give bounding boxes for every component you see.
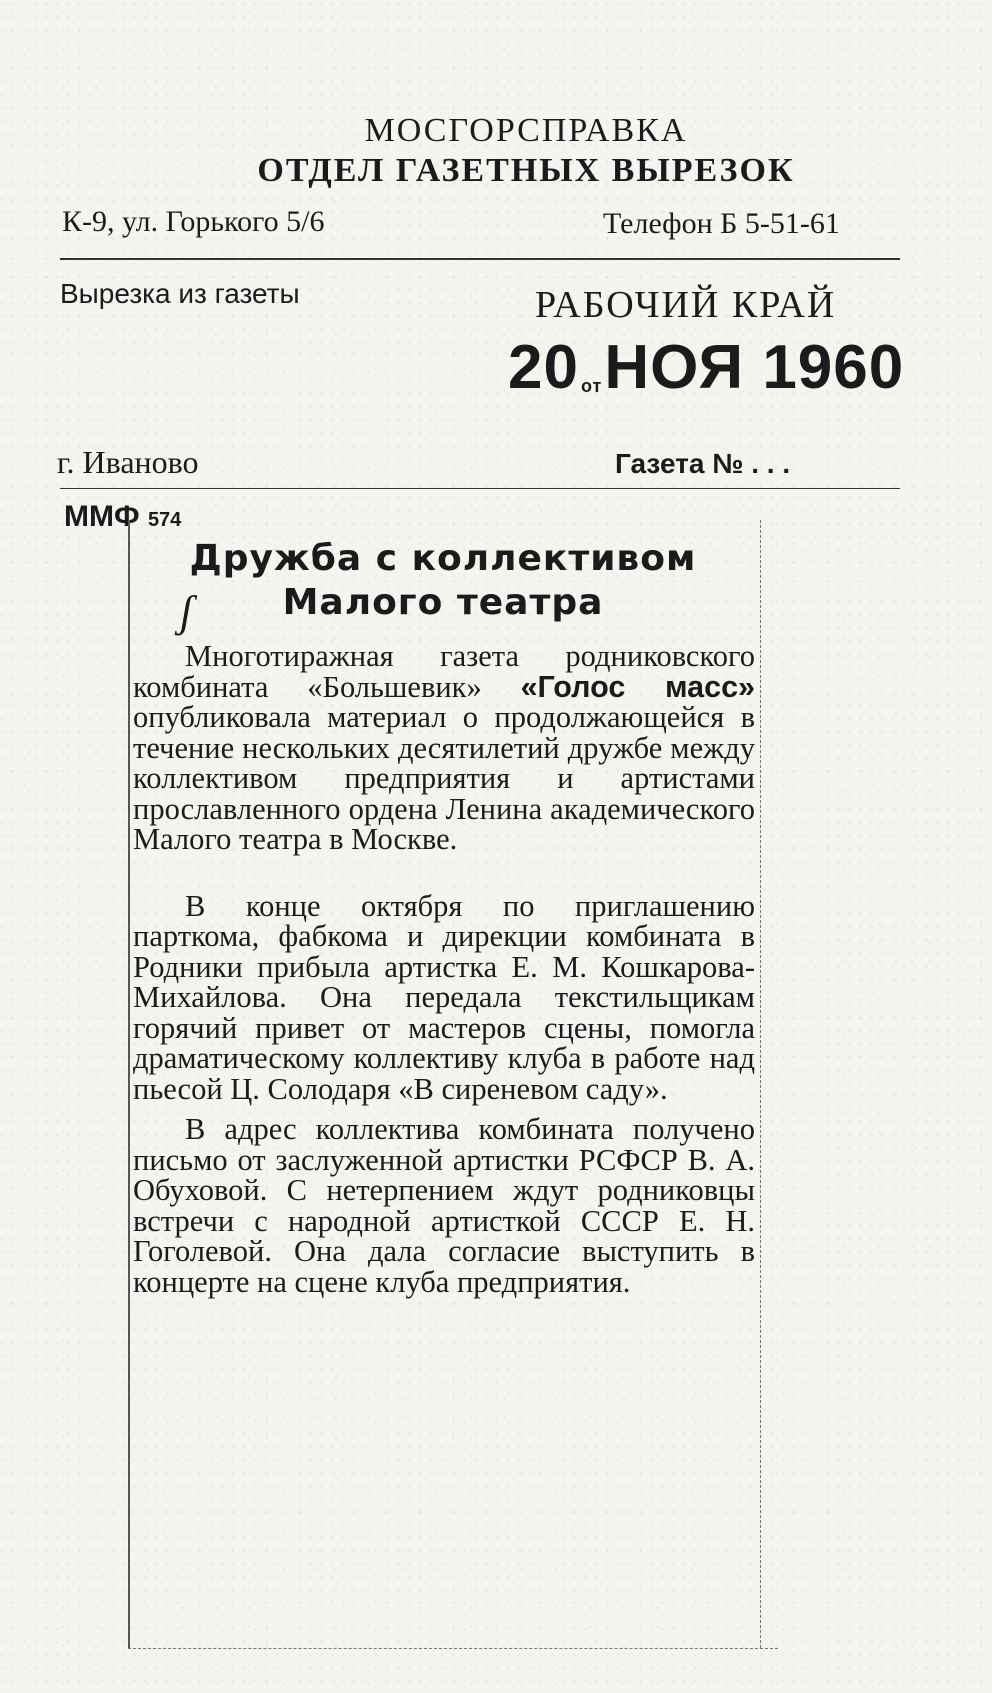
archive-code-number: 574 (147, 509, 182, 531)
paragraph-1-newspaper: «Голос масс» (520, 669, 755, 704)
gazeta-number: Газета № . . . (615, 448, 791, 479)
agency-phone: Телефон Б 5-51-61 (603, 207, 840, 240)
article-title-line1: Дружба с коллективом (189, 538, 697, 579)
newspaper-name: РАБОЧИЙ КРАЙ (535, 284, 837, 326)
meta-divider (60, 488, 900, 489)
cut-label: Вырезка из газеты (60, 278, 300, 309)
article-paragraph-3: В адрес коллектива комбината получено письмо от заслуженной артистки РСФСР В. А. Обуховой. С нетерпением ждут родниковцы встречи с народной артисткой СССР Е. Н. Гоголевой. Она дала согласие выступить в концерте на сцене клуба предприятия. (133, 1112, 755, 1299)
clipping-cut-edge (128, 1648, 778, 1650)
paragraph-1-text-a: Многотиражная газета родниковского комбината «Большевик» (133, 639, 755, 704)
city-label: г. Иваново (57, 444, 199, 480)
article-paragraph-2: В конце октября по приглашению парткома, фабкома и дирекции комбината в Родники прибыла артистка Е. М. Кошкарова-Михайлова. Она передала текстильщикам горячий привет от мастеров сцены, помогла драматическому коллективу клуба в работе над пьесой Ц. Солодаря «В сиреневом саду». (133, 888, 755, 1106)
pencil-mark-icon: ʃ (180, 587, 193, 636)
article-body (133, 641, 755, 1297)
header-divider (60, 258, 900, 260)
archive-code-letters: ММФ (64, 500, 140, 533)
article-title-line2: Малого театра (282, 582, 604, 623)
paragraph-1-text-b: опубликовала материал о продолжающейся в течение нескольких десятилетий дружбе между коллективом предприятия и артистами прославленного ордена Ленина академического Малого театра в Москве. (133, 700, 755, 856)
date-ot: от (580, 376, 603, 396)
department-name: ОТДЕЛ ГАЗЕТНЫХ ВЫРЕЗОК (257, 152, 795, 189)
date-rest: НОЯ 1960 (604, 333, 905, 402)
date-day: 20 (508, 333, 579, 402)
article-title (128, 537, 758, 625)
agency-name: МОСГОРСПРАВКА (364, 112, 688, 149)
article-paragraph-1 (133, 641, 755, 855)
agency-address: К-9, ул. Горького 5/6 (62, 205, 325, 238)
date-stamp (508, 332, 904, 403)
